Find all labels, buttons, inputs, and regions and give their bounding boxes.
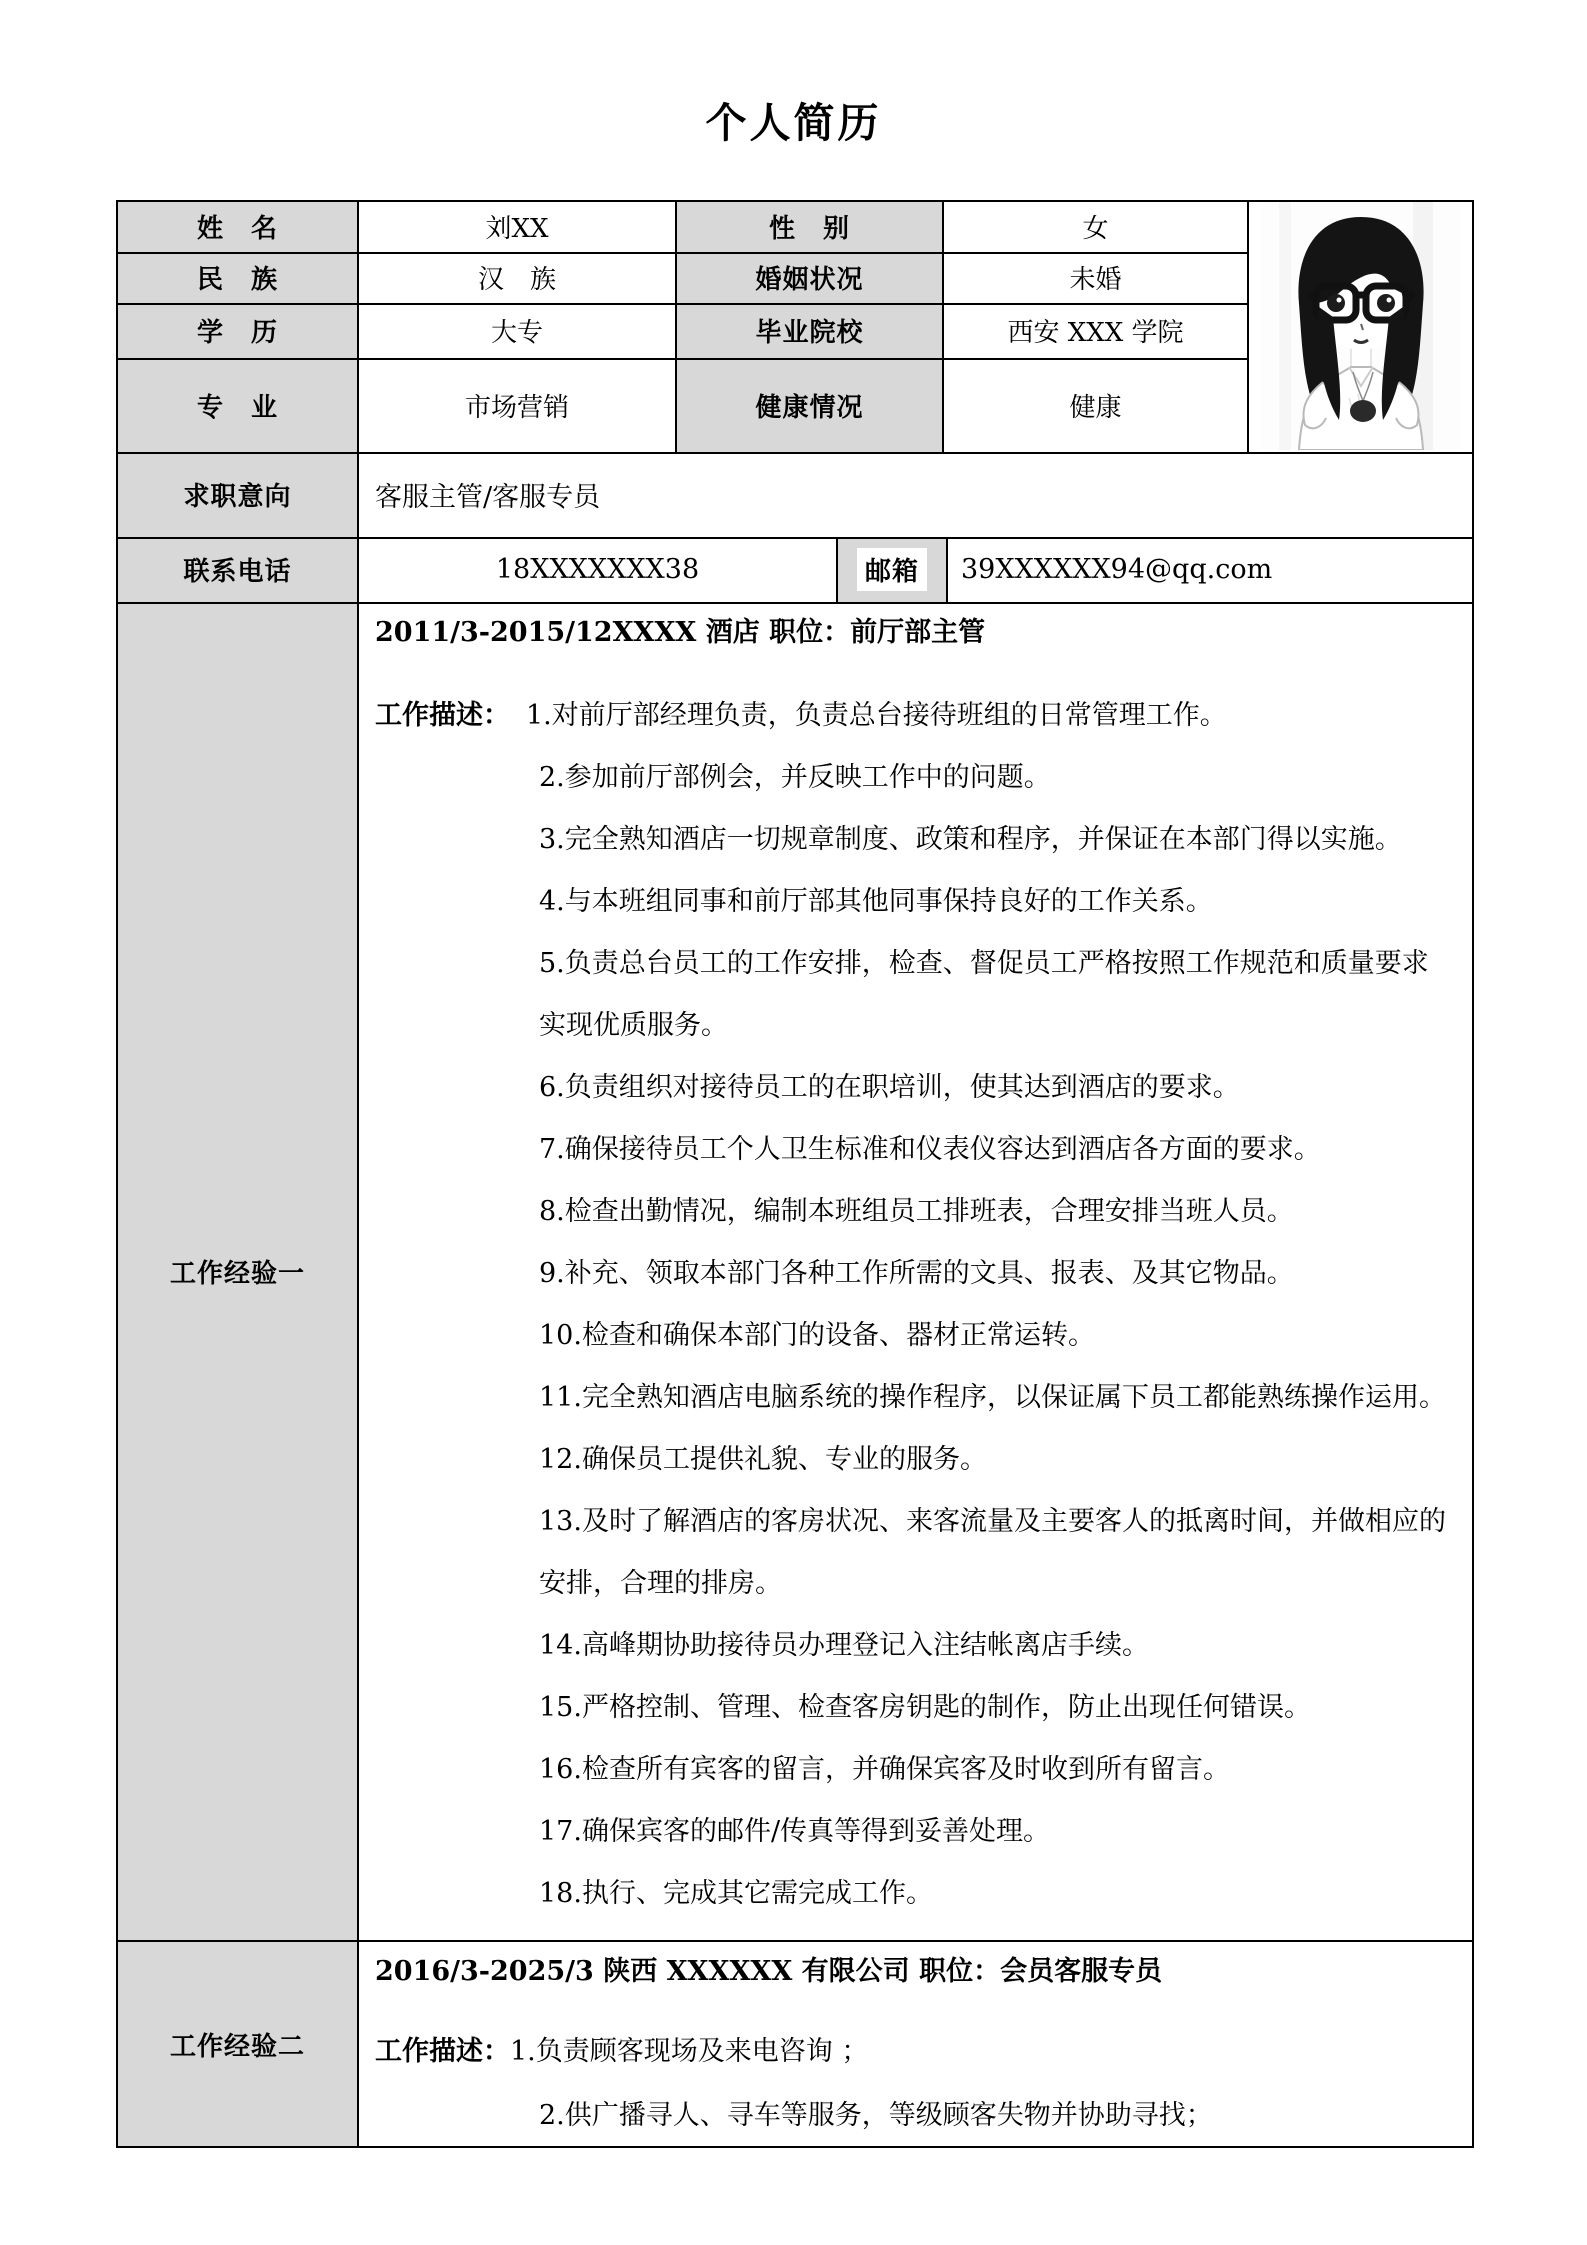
field-label-email xyxy=(837,537,947,602)
page-title: 个人简历 xyxy=(705,99,882,147)
field-value-name: 刘XX xyxy=(485,213,549,244)
field-label-health: 健康情况 xyxy=(755,392,864,423)
experience-2-header: 2016/3-2025/3 陕西 XXXXXX 有限公司 职位：会员客服专员 xyxy=(375,1956,1163,1987)
profile-photo xyxy=(1261,202,1461,450)
field-value-marital-status: 未婚 xyxy=(1069,265,1122,295)
field-label-gender: 性 别 xyxy=(768,213,850,244)
experience-item: 1.对前厅部经理负责，负责总台接待班组的日常管理工作。 xyxy=(526,700,1227,731)
experience-item: 8.检查出勤情况，编制本班组员工排班表，合理安排当班人员。 xyxy=(539,1196,1294,1227)
field-label-education: 学 历 xyxy=(196,318,278,348)
email-label-text: 邮箱 xyxy=(857,548,927,591)
field-label-ethnicity: 民 族 xyxy=(196,265,278,295)
experience-item: 5.负责总台员工的工作安排，检查、督促员工严格按照工作规范和质量要求 xyxy=(539,948,1429,979)
experience-item: 11.完全熟知酒店电脑系统的操作程序，以保证属下员工都能熟练操作运用。 xyxy=(539,1382,1446,1413)
field-label-school: 毕业院校 xyxy=(755,318,864,348)
grid-line xyxy=(1472,200,1474,2148)
field-value-ethnicity: 汉 族 xyxy=(477,265,556,295)
experience-1-items xyxy=(375,747,1472,1925)
experience-item: 3.完全熟知酒店一切规章制度、政策和程序，并保证在本部门得以实施。 xyxy=(539,824,1402,855)
field-value-health: 健康 xyxy=(1069,392,1122,423)
experience-item: 9.补充、领取本部门各种工作所需的文具、报表、及其它物品。 xyxy=(539,1258,1294,1289)
experience-item: 10.检查和确保本部门的设备、器材正常运转。 xyxy=(539,1320,1095,1351)
experience-item: 16.检查所有宾客的留言，并确保宾客及时收到所有留言。 xyxy=(539,1754,1230,1785)
experience-1-content xyxy=(358,602,1472,1940)
description-label: 工作描述： xyxy=(375,2036,510,2067)
section-label-experience-2: 工作经验二 xyxy=(169,2031,305,2062)
experience-item: 2.供广播寻人、寻车等服务，等级顾客失物并协助寻找； xyxy=(539,2100,1213,2131)
field-value-phone: 18XXXXXXX38 xyxy=(495,554,700,585)
experience-1-header: 2011/3-2015/12XXXX 酒店 职位：前厅部主管 xyxy=(375,617,986,648)
experience-item: 2.参加前厅部例会，并反映工作中的问题。 xyxy=(539,762,1051,793)
experience-item: 安排，合理的排房。 xyxy=(539,1568,782,1599)
experience-2-description-line xyxy=(375,2020,1472,2084)
field-value-school: 西安 XXX 学院 xyxy=(1007,318,1184,348)
experience-2-items xyxy=(375,2084,1472,2148)
experience-item: 12.确保员工提供礼貌、专业的服务。 xyxy=(539,1444,987,1475)
experience-item: 14.高峰期协助接待员办理登记入注结帐离店手续。 xyxy=(539,1630,1149,1661)
experience-1-description-line xyxy=(375,685,1472,747)
experience-item: 15.严格控制、管理、检查客房钥匙的制作，防止出现任何错误。 xyxy=(539,1692,1311,1723)
field-label-objective: 求职意向 xyxy=(183,482,292,512)
experience-item: 1.负责顾客现场及来电咨询 ； xyxy=(510,2036,869,2067)
field-value-email: 39XXXXXX94@qq.com xyxy=(961,554,1273,585)
field-value-gender: 女 xyxy=(1082,213,1109,244)
field-label-name: 姓 名 xyxy=(196,213,278,244)
experience-item: 6.负责组织对接待员工的在职培训，使其达到酒店的要求。 xyxy=(539,1072,1240,1103)
experience-item: 实现优质服务。 xyxy=(539,1010,728,1041)
field-label-marital-status: 婚姻状况 xyxy=(755,265,864,295)
field-label-phone: 联系电话 xyxy=(183,557,292,587)
experience-item: 7.确保接待员工个人卫生标准和仪表仪容达到酒店各方面的要求。 xyxy=(539,1134,1321,1165)
experience-item: 13.及时了解酒店的客房状况、来客流量及主要客人的抵离时间，并做相应的 xyxy=(539,1506,1446,1537)
experience-2-content xyxy=(358,1940,1472,2148)
experience-item: 17.确保宾客的邮件/传真等得到妥善处理。 xyxy=(539,1816,1051,1847)
field-value-objective: 客服主管/客服专员 xyxy=(375,482,601,513)
field-value-major: 市场营销 xyxy=(464,392,569,423)
field-label-major: 专 业 xyxy=(196,392,278,423)
experience-item: 18.执行、完成其它需完成工作。 xyxy=(539,1878,933,1909)
field-value-education: 大专 xyxy=(490,318,543,348)
description-label: 工作描述： xyxy=(375,700,510,731)
experience-item: 4.与本班组同事和前厅部其他同事保持良好的工作关系。 xyxy=(539,886,1213,917)
section-label-experience-1: 工作经验一 xyxy=(169,1258,305,1289)
